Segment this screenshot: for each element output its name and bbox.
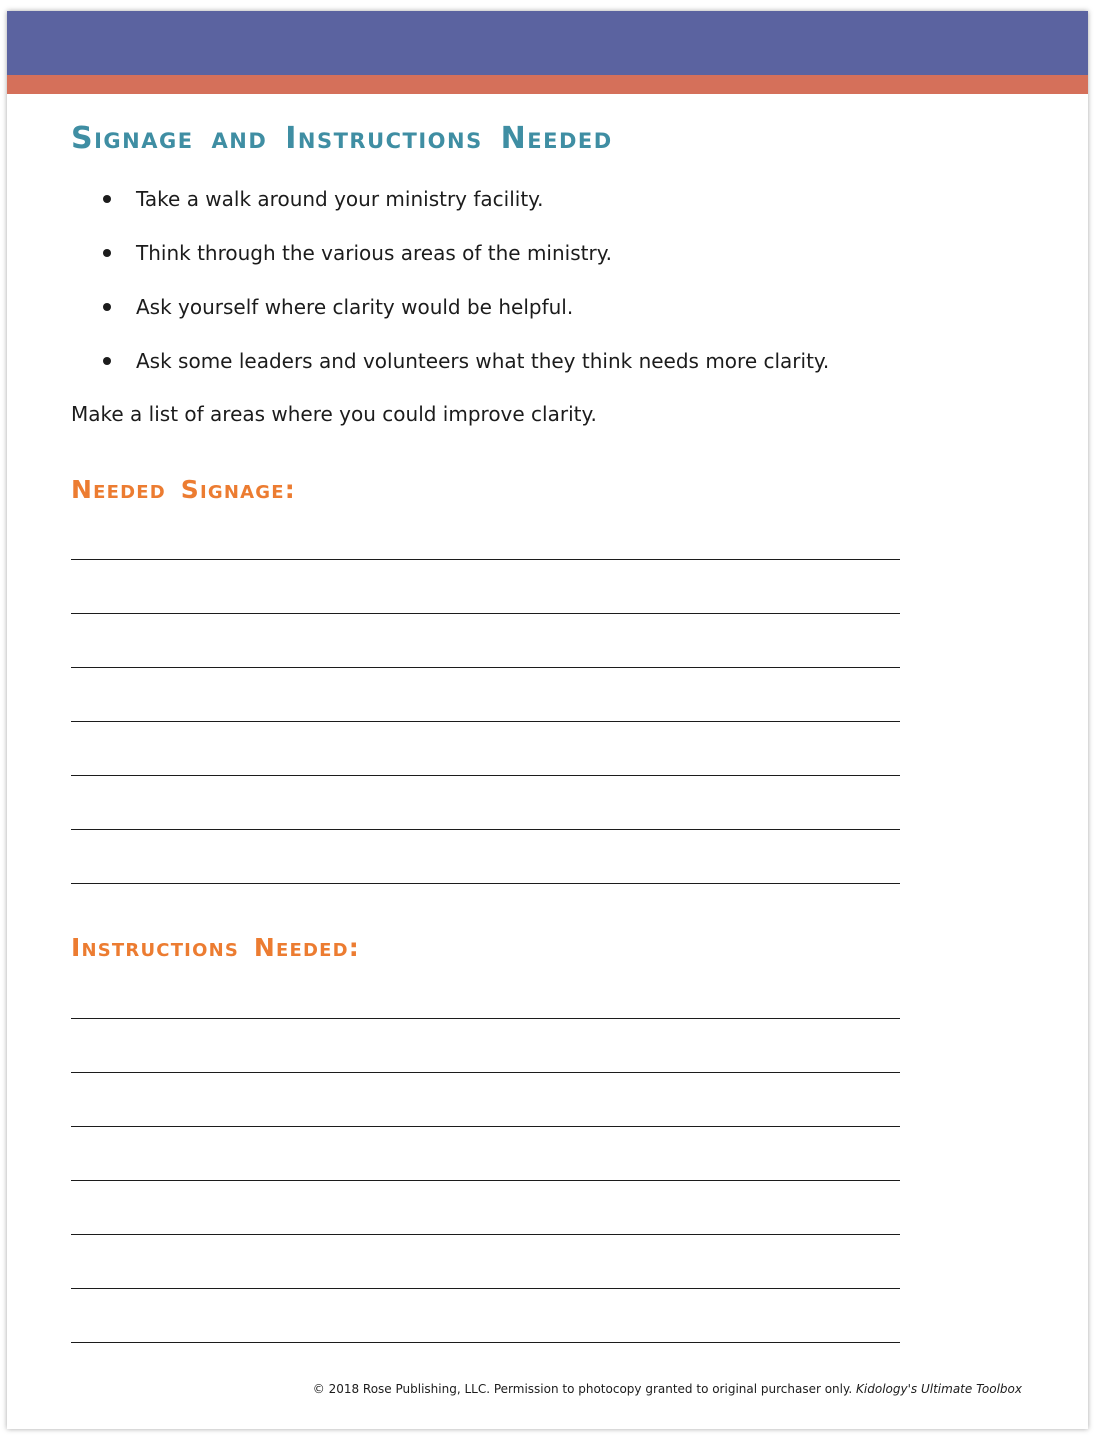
header-band-top [7,11,1088,75]
bullet-icon [103,357,111,365]
writing-line[interactable] [71,775,900,776]
needed-signage-heading: Needed Signage: [71,475,296,504]
bullet-icon [103,195,111,203]
worksheet-page [7,11,1088,1429]
writing-line[interactable] [71,829,900,830]
writing-line[interactable] [71,1072,900,1073]
footer-copyright [313,1379,1022,1399]
writing-line[interactable] [71,883,900,884]
writing-line[interactable] [71,1288,900,1289]
header-band-bottom [7,75,1088,94]
writing-line[interactable] [71,613,900,614]
footer-copyright-text: © 2018 Rose Publishing, LLC. Permission to photocopy granted to original purchaser only. [312,1382,853,1396]
page-title: Signage and Instructions Needed [71,121,613,156]
list-item-text: Ask some leaders and volunteers what they think needs more clarity. [136,349,830,373]
list-item [71,181,829,235]
writing-line[interactable] [71,667,900,668]
writing-line[interactable] [71,1126,900,1127]
list-item-text: Ask yourself where clarity would be helpful. [136,295,574,319]
list-item [71,235,829,289]
instructions-needed-heading: Instructions Needed: [71,933,360,962]
writing-line[interactable] [71,559,900,560]
list-item-text: Take a walk around your ministry facility. [136,187,544,211]
list-item-text: Think through the various areas of the ministry. [136,241,613,265]
intro-text: Make a list of areas where you could improve clarity. [71,402,597,426]
bullet-icon [103,249,111,257]
bullet-icon [103,303,111,311]
list-item [71,343,829,397]
writing-line[interactable] [71,1234,900,1235]
list-item [71,289,829,343]
footer-book-title: Kidology's Ultimate Toolbox [856,1382,1022,1396]
instruction-list [71,181,829,397]
writing-line[interactable] [71,1018,900,1019]
writing-line[interactable] [71,721,900,722]
writing-line[interactable] [71,1180,900,1181]
writing-line[interactable] [71,1342,900,1343]
